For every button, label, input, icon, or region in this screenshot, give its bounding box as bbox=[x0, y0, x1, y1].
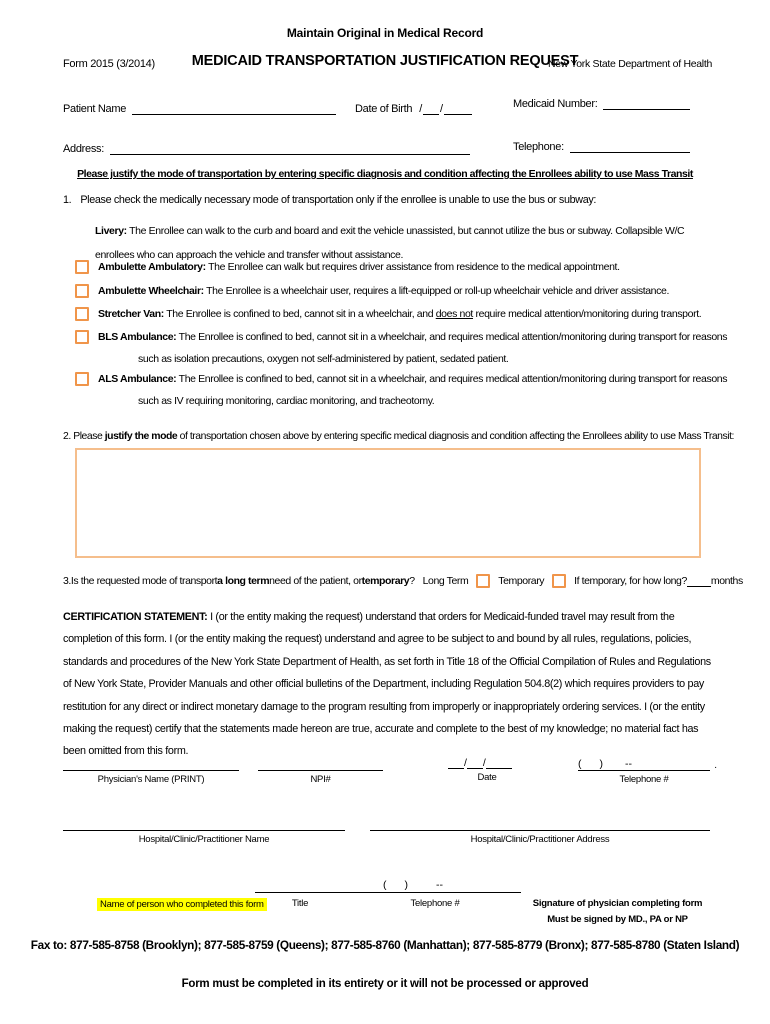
dob-slash: / bbox=[440, 103, 443, 115]
trailing-period: . bbox=[714, 760, 717, 771]
paren-close: ) bbox=[404, 879, 408, 891]
facility-name-line bbox=[63, 815, 345, 831]
livery-text: The Enrollee can walk to the curb and board and exit the vehicle unassisted, but cannot utilize the bus or subway. Collapsible W/C enrollees who can approach the vehicle and transfer without assistance. bbox=[95, 225, 685, 261]
bls-ambulance-checkbox[interactable] bbox=[75, 330, 89, 344]
date-line bbox=[448, 755, 526, 769]
justification-textarea[interactable] bbox=[75, 448, 701, 558]
section2-heading bbox=[63, 431, 734, 442]
section3-row bbox=[63, 574, 763, 588]
address-line bbox=[110, 141, 470, 155]
facility-address-line bbox=[370, 815, 710, 831]
option-description: require medical attention/monitoring during transport. bbox=[472, 308, 702, 320]
telephone-line bbox=[578, 755, 710, 771]
physician-telephone-label: Telephone # bbox=[619, 774, 669, 785]
section1-heading bbox=[63, 194, 596, 206]
physician-name-field bbox=[63, 755, 239, 785]
option-underlined-text: does not bbox=[435, 308, 473, 320]
option-text bbox=[98, 330, 727, 366]
section2-bold-text: justify the mode bbox=[104, 431, 178, 442]
section3-text: ? bbox=[409, 575, 415, 587]
option-text bbox=[98, 307, 701, 321]
option-bls-ambulance bbox=[75, 330, 765, 366]
option-label: Ambulette Wheelchair: bbox=[98, 285, 204, 297]
fax-numbers-line: Fax to: 877-585-8758 (Brooklyn); 877-585-8759 (Queens); 877-585-8760 (Manhattan); 877-585-8779 (Bronx); 877-585-8780 (Staten Island) bbox=[30, 938, 740, 952]
livery-label: Livery: bbox=[95, 225, 127, 237]
certification-text: I (or the entity making the request) understand that orders for Medicaid-funded travel may result from the completion of this form. I (or the entity making the request) understand and agree to be subject to and bound by all rules, regulations, policies, standards and procedures of the New York State Department of Health, as set forth in Title 18 of the Official Compilation of Rules and Regulations of New York State, Provider Manuals and other official bulletins of the Department, including Regulation 504.8(2) which requires providers to pay restitution for any direct or indirect monetary damage to the program resulting from improperly or inappropriately ordering services. I (or the entity making the request) certify that the statements made hereon are true, accurate and complete to the best of my knowledge; no material fact has been omitted from this form. bbox=[63, 611, 711, 758]
date-line-segment bbox=[467, 755, 483, 769]
facility-address-field bbox=[370, 815, 710, 845]
npi-label: NPI# bbox=[310, 774, 331, 785]
option-description: The Enrollee is confined to bed, cannot sit in a wheelchair, and bbox=[163, 308, 436, 320]
maintain-original-banner: Maintain Original in Medical Record bbox=[286, 26, 484, 40]
months-label: months bbox=[710, 575, 743, 587]
completed-by-label-highlighted: Name of person who completed this form bbox=[97, 898, 267, 911]
section3-text: Is the requested mode of transport bbox=[70, 575, 218, 587]
option-label: BLS Ambulance: bbox=[98, 331, 177, 343]
title-label: Title bbox=[291, 898, 309, 909]
option-label: ALS Ambulance: bbox=[98, 373, 177, 385]
long-term-label: Long Term bbox=[422, 575, 469, 587]
ambulette-wheelchair-checkbox[interactable] bbox=[75, 284, 89, 298]
physician-signature-label: Signature of physician completing form bbox=[532, 898, 703, 909]
option-description: The Enrollee is confined to bed, cannot sit in a wheelchair, and requires medical attention/monitoring during transport for reasons bbox=[176, 373, 728, 385]
option-label: Ambulette Ambulatory: bbox=[98, 261, 206, 273]
option-text bbox=[98, 260, 620, 274]
option-ambulette-ambulatory bbox=[75, 260, 765, 274]
date-line-segment bbox=[448, 755, 464, 769]
completion-warning: Form must be completed in its entirety or it will not be processed or approved bbox=[181, 978, 589, 990]
paren-open: ( bbox=[578, 758, 582, 770]
dashes: -- bbox=[436, 879, 443, 891]
option-description-line2: such as IV requiring monitoring, cardiac monitoring, and tracheotomy. bbox=[138, 395, 435, 407]
dob-slash: / bbox=[419, 103, 423, 115]
option-text bbox=[98, 284, 669, 298]
date-slash: / bbox=[482, 757, 486, 769]
telephone-label: Telephone: bbox=[513, 141, 564, 153]
npi-field bbox=[258, 755, 383, 785]
section1-number: 1. bbox=[63, 194, 72, 206]
paren-close: ) bbox=[599, 758, 603, 770]
facility-name-label: Hospital/Clinic/Practitioner Name bbox=[138, 834, 270, 845]
physician-name-line bbox=[63, 755, 239, 771]
facility-name-field bbox=[63, 815, 345, 845]
section1-heading-text: Please check the medically necessary mode of transportation only if the enrollee is unable to use the bus or subway: bbox=[80, 194, 597, 206]
dashes: -- bbox=[625, 758, 632, 770]
address-label: Address: bbox=[63, 143, 105, 155]
option-als-ambulance bbox=[75, 372, 765, 408]
date-field bbox=[448, 755, 526, 783]
patient-name-label: Patient Name bbox=[63, 103, 127, 115]
instruction-banner-text: Please justify the mode of transportation by entering specific diagnosis and condition affecting the Enrollees ability to use Mass Transit bbox=[77, 168, 693, 180]
section3-text: need of the patient, or bbox=[269, 575, 362, 587]
option-description-line2: such as isolation precautions, oxygen not self-administered by patient, sedated patient. bbox=[138, 353, 509, 365]
page-title: MEDICAID TRANSPORTATION JUSTIFICATION REQUEST bbox=[191, 53, 579, 69]
medicaid-number-line bbox=[603, 96, 690, 110]
stretcher-van-checkbox[interactable] bbox=[75, 307, 89, 321]
section2-text: Please bbox=[70, 431, 105, 442]
option-text bbox=[98, 372, 727, 408]
completer-telephone-label: Telephone # bbox=[410, 898, 460, 909]
section2-text: of transportation chosen above by entering specific medical diagnosis and condition affecting the Enrollees ability to use Mass Transit: bbox=[177, 431, 734, 442]
option-ambulette-wheelchair bbox=[75, 284, 765, 298]
physician-signature-block bbox=[525, 896, 710, 928]
als-ambulance-checkbox[interactable] bbox=[75, 372, 89, 386]
date-slash: / bbox=[464, 757, 467, 769]
instruction-banner bbox=[0, 168, 770, 180]
telephone-field bbox=[513, 139, 690, 153]
npi-line bbox=[258, 755, 383, 771]
agency-name: New York State Department of Health bbox=[547, 58, 712, 70]
address-field bbox=[63, 141, 470, 155]
physician-signature-note: Must be signed by MD., PA or NP bbox=[547, 914, 688, 925]
physician-telephone-field bbox=[578, 755, 717, 785]
medicaid-number-field bbox=[513, 96, 690, 110]
date-label: Date bbox=[477, 772, 497, 783]
patient-name-field bbox=[63, 101, 336, 115]
certification-statement bbox=[63, 606, 711, 763]
date-line-segment bbox=[486, 755, 512, 769]
medicaid-number-label: Medicaid Number: bbox=[513, 98, 598, 110]
section2-number: 2. bbox=[63, 431, 71, 442]
date-of-birth-field bbox=[355, 101, 505, 115]
form-number: Form 2015 (3/2014) bbox=[63, 58, 155, 70]
option-stretcher-van bbox=[75, 307, 765, 321]
option-description: The Enrollee is confined to bed, cannot sit in a wheelchair, and requires medical attention/monitoring during transport for reasons bbox=[176, 331, 728, 343]
certification-label: CERTIFICATION STATEMENT: bbox=[63, 611, 208, 623]
patient-name-line bbox=[132, 101, 336, 115]
section3-bold-temporary: temporary bbox=[361, 575, 410, 587]
temporary-checkbox[interactable] bbox=[552, 574, 566, 588]
section3-number: 3. bbox=[63, 575, 71, 587]
facility-address-label: Hospital/Clinic/Practitioner Address bbox=[470, 834, 610, 845]
title-telephone-line bbox=[255, 877, 521, 893]
option-description: The Enrollee can walk but requires driver assistance from residence to the medical appointment. bbox=[205, 261, 620, 273]
how-long-label: If temporary, for how long? bbox=[574, 575, 687, 587]
telephone-line bbox=[570, 139, 690, 153]
ambulette-ambulatory-checkbox[interactable] bbox=[75, 260, 89, 274]
paren-open: ( bbox=[383, 879, 387, 891]
months-line bbox=[687, 576, 711, 587]
section3-bold-long-term: a long term bbox=[217, 575, 270, 587]
temporary-label: Temporary bbox=[498, 575, 545, 587]
long-term-checkbox[interactable] bbox=[476, 574, 490, 588]
dob-line-month bbox=[423, 101, 439, 115]
physician-name-label: Physician's Name (PRINT) bbox=[97, 774, 205, 785]
dob-line-year bbox=[444, 101, 472, 115]
option-label: Stretcher Van: bbox=[98, 308, 164, 320]
option-description: The Enrollee is a wheelchair user, requires a lift-equipped or roll-up wheelchair vehicle and driver assistance. bbox=[203, 285, 670, 297]
date-of-birth-label: Date of Birth bbox=[355, 103, 413, 115]
